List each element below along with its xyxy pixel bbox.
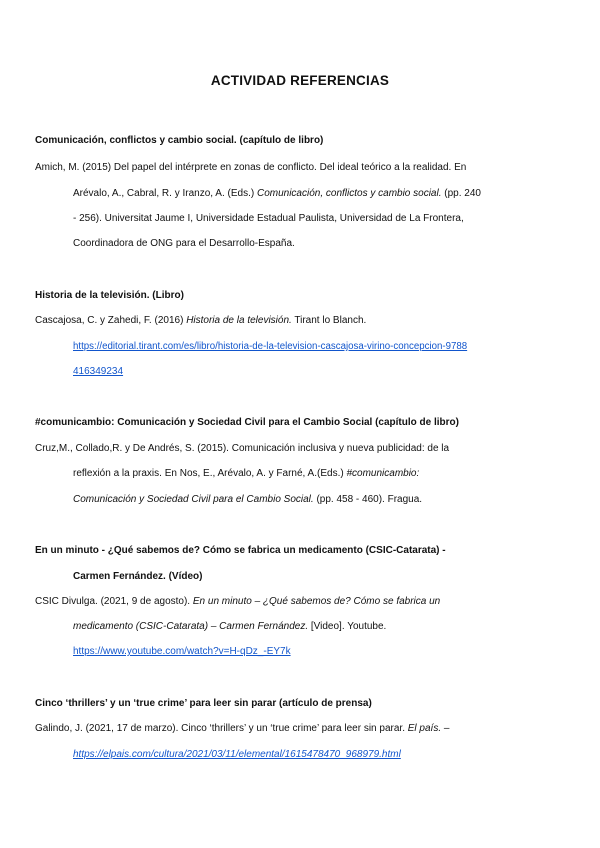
reference-text: Arévalo, A., Cabral, R. y Iranzo, A. (Eds.) Comunicación, conflictos y cambio social. (pp. 240 [73,188,481,199]
book-title: #comunicambio: [346,468,420,479]
reference-text: Galindo, J. (2021, 17 de marzo). Cinco ‘thrillers’ y un ‘true crime’ para leer sin parar. El país. – [35,723,450,734]
reference-text: Comunicación y Sociedad Civil para el Cambio Social. (pp. 458 - 460). Fragua. [73,494,423,505]
newspaper-name: El país. [407,723,442,734]
reference-heading: En un minuto - ¿Qué sabemos de? Cómo se fabrica un medicamento (CSIC-Catarata) - [35,545,446,556]
reference-text: Cascajosa, C. y Zahedi, F. (2016) Historia de la televisión. Tirant lo Blanch. [35,315,367,326]
reference-heading: #comunicambio: Comunicación y Sociedad Civil para el Cambio Social (capítulo de libro) [35,417,459,428]
reference-link[interactable]: https://elpais.com/cultura/2021/03/11/elemental/1615478470_968979.html [73,749,401,760]
reference-text: Amich, M. (2015) Del papel del intérprete en zonas de conflicto. Del ideal teórico a la realidad. En [35,162,467,173]
reference-text: Cruz,M., Collado,R. y De Andrés, S. (2015). Comunicación inclusiva y nueva publicidad: de la [35,443,450,454]
video-title: En un minuto – ¿Qué sabemos de? Cómo se fabrica un [192,596,441,607]
reference-link-continuation[interactable]: 416349234 [73,366,124,377]
book-title: Comunicación y Sociedad Civil para el Cambio Social. [73,494,314,505]
video-title: medicamento (CSIC-Catarata) – Carmen Fernández. [73,621,309,632]
book-title: Comunicación, conflictos y cambio social. [256,188,442,199]
reference-text: reflexión a la praxis. En Nos, E., Arévalo, A. y Farné, A.(Eds.) #comunicambio: [73,468,420,479]
reference-heading-continuation: Carmen Fernández. (Vídeo) [73,571,203,582]
reference-heading: Cinco ‘thrillers’ y un ‘true crime’ para leer sin parar (artículo de prensa) [35,698,372,709]
reference-link[interactable]: https://editorial.tirant.com/es/libro/historia-de-la-television-cascajosa-virino-concepcion-9788 [73,341,468,352]
book-title: Historia de la televisión. [186,315,292,326]
reference-text: Coordinadora de ONG para el Desarrollo-España. [73,238,295,249]
page-title: ACTIVIDAD REFERENCIAS [210,73,390,88]
reference-link[interactable]: https://www.youtube.com/watch?v=H-qDz_-EY7k [73,646,291,657]
reference-heading: Historia de la televisión. (Libro) [35,290,184,301]
reference-heading: Comunicación, conflictos y cambio social. (capítulo de libro) [35,135,324,146]
reference-text: - 256). Universitat Jaume I, Universidade Estadual Paulista, Universidad de La Frontera, [73,213,464,224]
reference-text: CSIC Divulga. (2021, 9 de agosto). En un minuto – ¿Qué sabemos de? Cómo se fabrica un [35,596,441,607]
reference-text: medicamento (CSIC-Catarata) – Carmen Fernández. [Video]. Youtube. [73,621,387,632]
